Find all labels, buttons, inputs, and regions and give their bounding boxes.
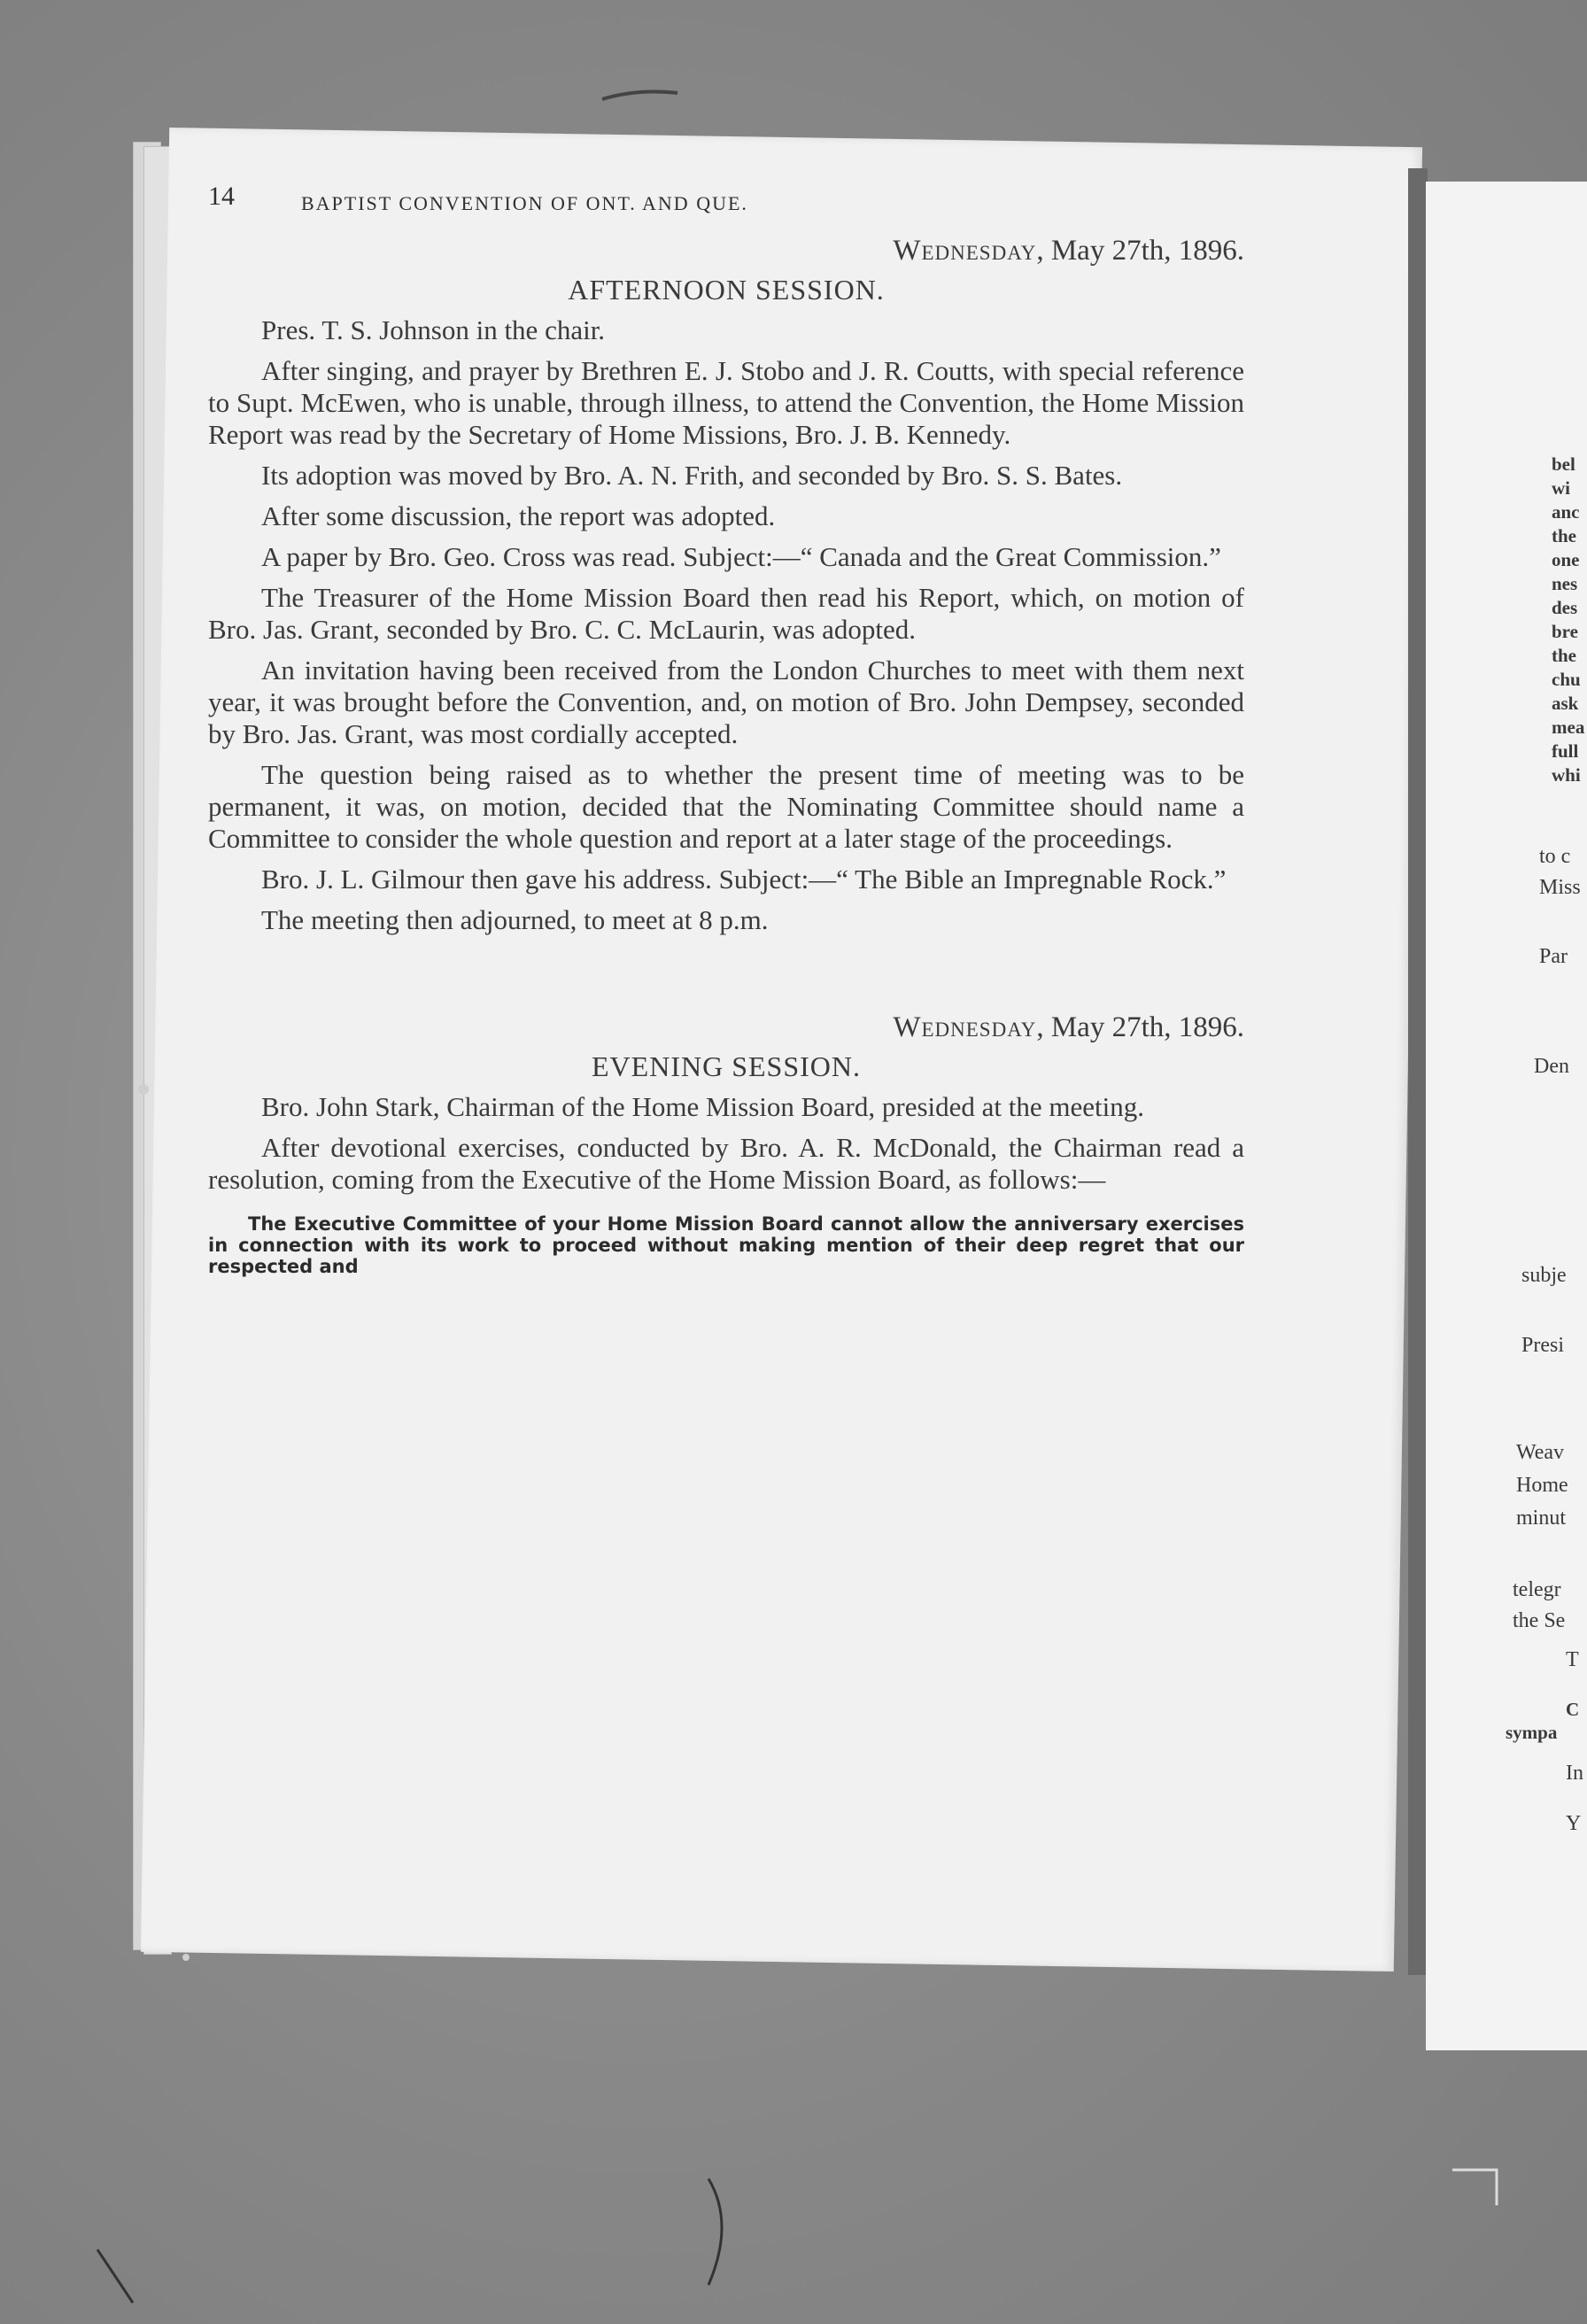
scan-mark <box>708 2179 722 2285</box>
facing-fragment: Miss <box>1539 877 1581 898</box>
scan-mark <box>602 92 677 99</box>
afternoon-paragraph: Bro. J. L. Gilmour then gave his address. Subject:—“ The Bible an Impregnable Rock.” <box>261 864 1227 895</box>
evening-date-day: Wednesday <box>893 1011 1037 1043</box>
facing-fragment: full <box>1552 740 1579 762</box>
evening-paragraph: After devotional exercises, conducted by Bro. A. R. McDonald, the Chairman read a resolution, coming from the Executive of the Home Mission Board, as follows:— <box>208 1132 1244 1195</box>
resolution-text: The Executive Committee of your Home Mission Board cannot allow the anniversary exercises in connection with its work to proceed without making mention of their deep regret that our respected and <box>208 1213 1244 1277</box>
facing-fragment: Home <box>1516 1475 1568 1496</box>
facing-fragment: Par <box>1539 946 1568 967</box>
facing-fragment: Weav <box>1516 1442 1565 1463</box>
facing-fragment: chu <box>1552 669 1581 690</box>
afternoon-paragraph: After singing, and prayer by Brethren E. J. Stobo and J. R. Coutts, with special reference to Supt. McEwen, who is unable, through illness, to attend the Convention, the Home Mission Report was read by the Secretary of Home Missions, Bro. J. B. Kennedy. <box>208 355 1244 450</box>
facing-fragment: minut <box>1516 1507 1567 1529</box>
afternoon-paragraph: The Treasurer of the Home Mission Board then read his Report, which, on motion of Bro. Jas. Grant, seconded by Bro. C. C. McLaurin, was adopted. <box>208 582 1244 645</box>
facing-fragment: bel <box>1552 453 1575 475</box>
facing-fragment: whi <box>1552 764 1581 786</box>
afternoon-paragraph: Its adoption was moved by Bro. A. N. Frith, and seconded by Bro. S. S. Bates. <box>261 460 1123 491</box>
scan-mark <box>138 1084 149 1095</box>
afternoon-date-rest: , May 27th, 1896. <box>1036 235 1244 267</box>
facing-fragment: the <box>1552 645 1576 666</box>
facing-fragment: the Se <box>1513 1610 1566 1631</box>
facing-fragment: anc <box>1552 501 1580 523</box>
facing-fragment: Presi <box>1521 1335 1564 1356</box>
facing-fragment: ask <box>1552 693 1579 714</box>
afternoon-paragraph: An invitation having been received from the London Churches to meet with them next year, it was brought before the Convention, and, on motion of Bro. John Dempsey, seconded by Bro. Jas. Grant, was most cordially accepted. <box>208 655 1244 749</box>
facing-fragment: sympa <box>1506 1722 1558 1743</box>
afternoon-paragraph: The meeting then adjourned, to meet at 8 p.m. <box>261 904 769 935</box>
evening-paragraph: Bro. John Stark, Chairman of the Home Mission Board, presided at the meeting. <box>261 1091 1144 1122</box>
afternoon-paragraph: A paper by Bro. Geo. Cross was read. Subject:—“ Canada and the Great Commission.” <box>261 541 1221 572</box>
facing-fragment: bre <box>1552 621 1578 642</box>
afternoon-paragraph: Pres. T. S. Johnson in the chair. <box>261 314 606 345</box>
evening-date-rest: , May 27th, 1896. <box>1036 1011 1244 1043</box>
facing-fragment: mea <box>1552 717 1585 738</box>
facing-fragment: C <box>1566 1699 1580 1720</box>
facing-fragment: one <box>1552 549 1580 570</box>
facing-fragment: to c <box>1539 846 1571 867</box>
page-number: 14 <box>208 182 235 211</box>
facing-fragment: the <box>1552 525 1576 546</box>
evening-session-title: EVENING SESSION. <box>592 1050 861 1082</box>
running-head: BAPTIST CONVENTION OF ONT. AND QUE. <box>301 192 748 214</box>
afternoon-date-day: Wednesday <box>893 235 1037 267</box>
facing-fragment: T <box>1566 1649 1579 1670</box>
scan-mark <box>1452 2170 1497 2205</box>
scan-mark <box>182 1954 190 1961</box>
facing-fragment: Den <box>1534 1056 1569 1077</box>
afternoon-session-title: AFTERNOON SESSION. <box>568 274 885 306</box>
scan-mark <box>97 2250 133 2303</box>
facing-fragment: In <box>1566 1762 1583 1784</box>
facing-fragment: nes <box>1552 573 1578 594</box>
facing-fragment: telegr <box>1513 1579 1561 1600</box>
facing-fragment: des <box>1552 597 1578 618</box>
afternoon-paragraph: The question being raised as to whether the present time of meeting was to be permanent, it was, on motion, decided that the Nominating Committee should name a Committee to consider the whole question and report at a later stage of the proceedings. <box>208 759 1244 854</box>
facing-fragment: wi <box>1552 477 1570 499</box>
facing-fragment: Y <box>1566 1813 1582 1834</box>
afternoon-paragraph: After some discussion, the report was adopted. <box>261 500 776 531</box>
facing-fragment: subje <box>1521 1265 1567 1286</box>
